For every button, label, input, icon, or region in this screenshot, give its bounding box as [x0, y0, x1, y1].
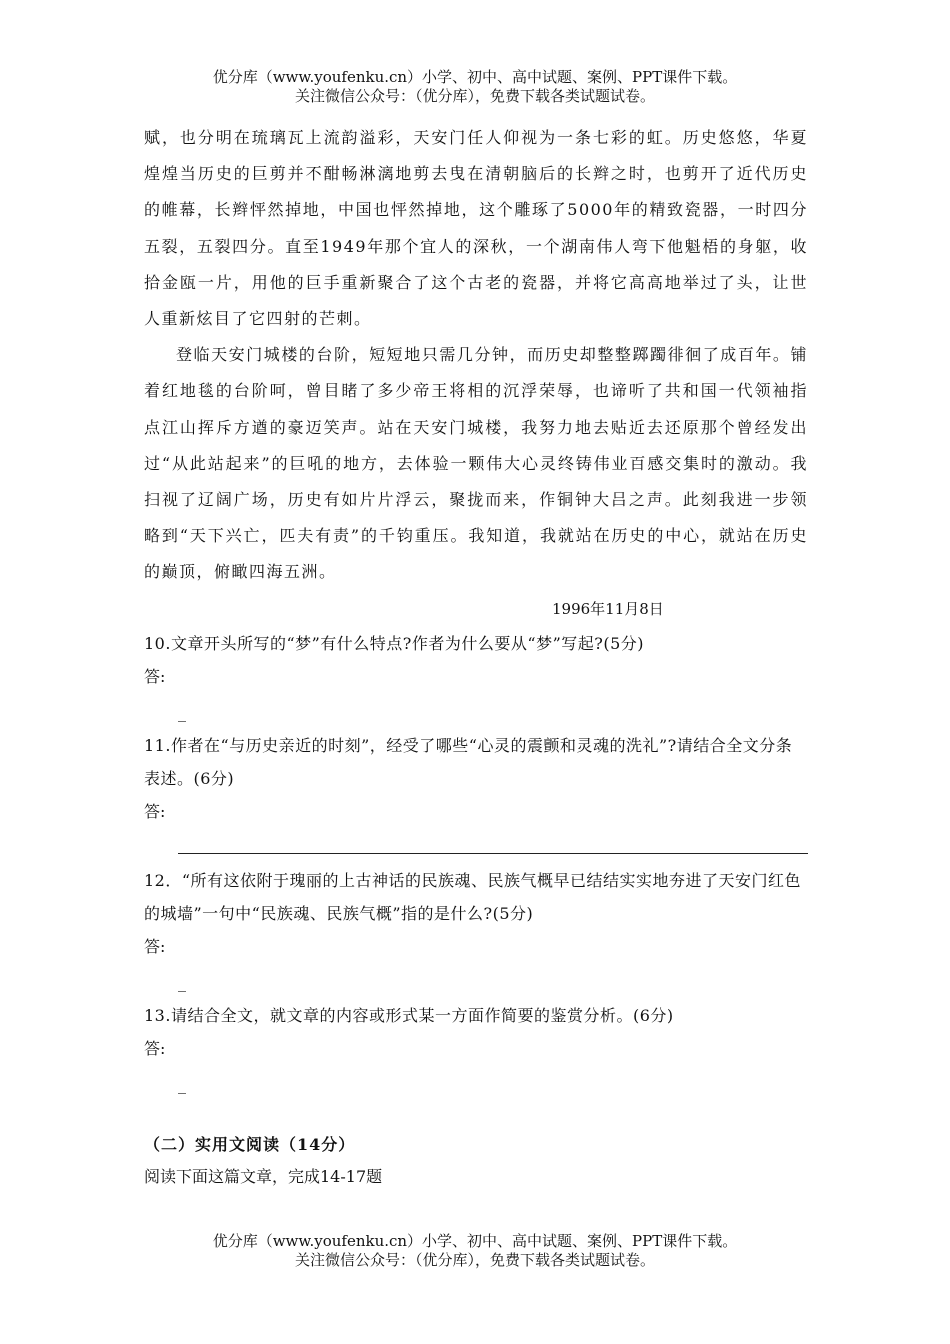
question-10: [144, 627, 808, 729]
question-11: [144, 729, 808, 864]
question-text: 13.请结合全文，就文章的内容或形式某一方面作简要的鉴赏分析。(6分): [144, 1005, 674, 1025]
answer-underline: [178, 853, 808, 854]
article-date: 1996年11月8日: [552, 599, 664, 618]
section-instruction: 阅读下面这篇文章，完成14-17题: [144, 1166, 383, 1186]
footer-line-2: 关注微信公众号：（优分库），免费下载各类试题试卷。: [294, 1251, 655, 1269]
header-line-1: 优分库（www.youfenku.cn）小学、初中、高中试题、案例、PPT课件下载。: [212, 68, 738, 86]
question-text: 11.作者在“与历史亲近的时刻”，经受了哪些“心灵的震颤和灵魂的洗礼”?请结合全文分条表述。(6分): [144, 735, 793, 788]
article-paragraph-1: 赋，也分明在琉璃瓦上流韵溢彩，天安门任人仰视为一条七彩的虹。历史悠悠，华夏煌煌当历史的巨剪并不酣畅淋漓地剪去曳在清朝脑后的长辫之时，也剪开了近代历史的帷幕，长辫怦然掉地，中国也怦然掉地，这个雕琢了5000年的精致瓷器，一时四分五裂，五裂四分。直至1949年那个宜人的深秋，一个湖南伟人弯下他魁梧的身躯，收拾金瓯一片，用他的巨手重新聚合了这个古老的瓷器，并将它高高地举过了头，让世人重新炫目了它四射的芒刺。: [144, 128, 808, 329]
question-text: 12．“所有这依附于瑰丽的上古神话的民族魂、民族气概早已结结实实地夯进了天安门红色的城墙”一句中“民族魂、民族气概”指的是什么?(5分): [144, 870, 802, 923]
question-12: [144, 864, 808, 999]
answer-blank-mark: _: [178, 702, 186, 722]
answer-area[interactable]: [144, 828, 808, 864]
answer-area[interactable]: [144, 1065, 808, 1101]
answer-label: 答:: [144, 936, 166, 956]
footer-line-1: 优分库（www.youfenku.cn）小学、初中、高中试题、案例、PPT课件下载。: [212, 1232, 738, 1250]
answer-blank-mark: _: [178, 972, 186, 992]
page-footer: [0, 1232, 950, 1270]
section-heading: （二）实用文阅读（14分）: [144, 1134, 356, 1154]
header-line-2: 关注微信公众号：（优分库），免费下载各类试题试卷。: [294, 87, 655, 105]
answer-area[interactable]: [144, 963, 808, 999]
document-body: [144, 120, 808, 1193]
article-paragraph-2: 登临天安门城楼的台阶，短短地只需几分钟，而历史却整整踯躅徘徊了成百年。铺着红地毯的台阶呵，曾目睹了多少帝王将相的沉浮荣辱，也谛听了共和国一代领袖指点江山挥斥方遒的豪迈笑声。站在天安门城楼，我努力地去贴近去还原那个曾经发出过“从此站起来”的巨吼的地方，去体验一颗伟大心灵终铸伟业百感交集时的激动。我扫视了辽阔广场，历史有如片片浮云，聚拢而来，作铜钟大吕之声。此刻我进一步领略到“天下兴亡，匹夫有责”的千钧重压。我知道，我就站在历史的中心，就站在历史的巅顶，俯瞰四海五洲。: [144, 345, 808, 582]
answer-label: 答:: [144, 801, 166, 821]
page-header: [0, 68, 950, 106]
answer-blank-mark: _: [178, 1074, 186, 1094]
answer-label: 答:: [144, 1038, 166, 1058]
question-text: 10.文章开头所写的“梦”有什么特点?作者为什么要从“梦”写起?(5分): [144, 633, 644, 653]
answer-label: 答:: [144, 666, 166, 686]
answer-area[interactable]: [144, 693, 808, 729]
question-13: [144, 999, 808, 1101]
